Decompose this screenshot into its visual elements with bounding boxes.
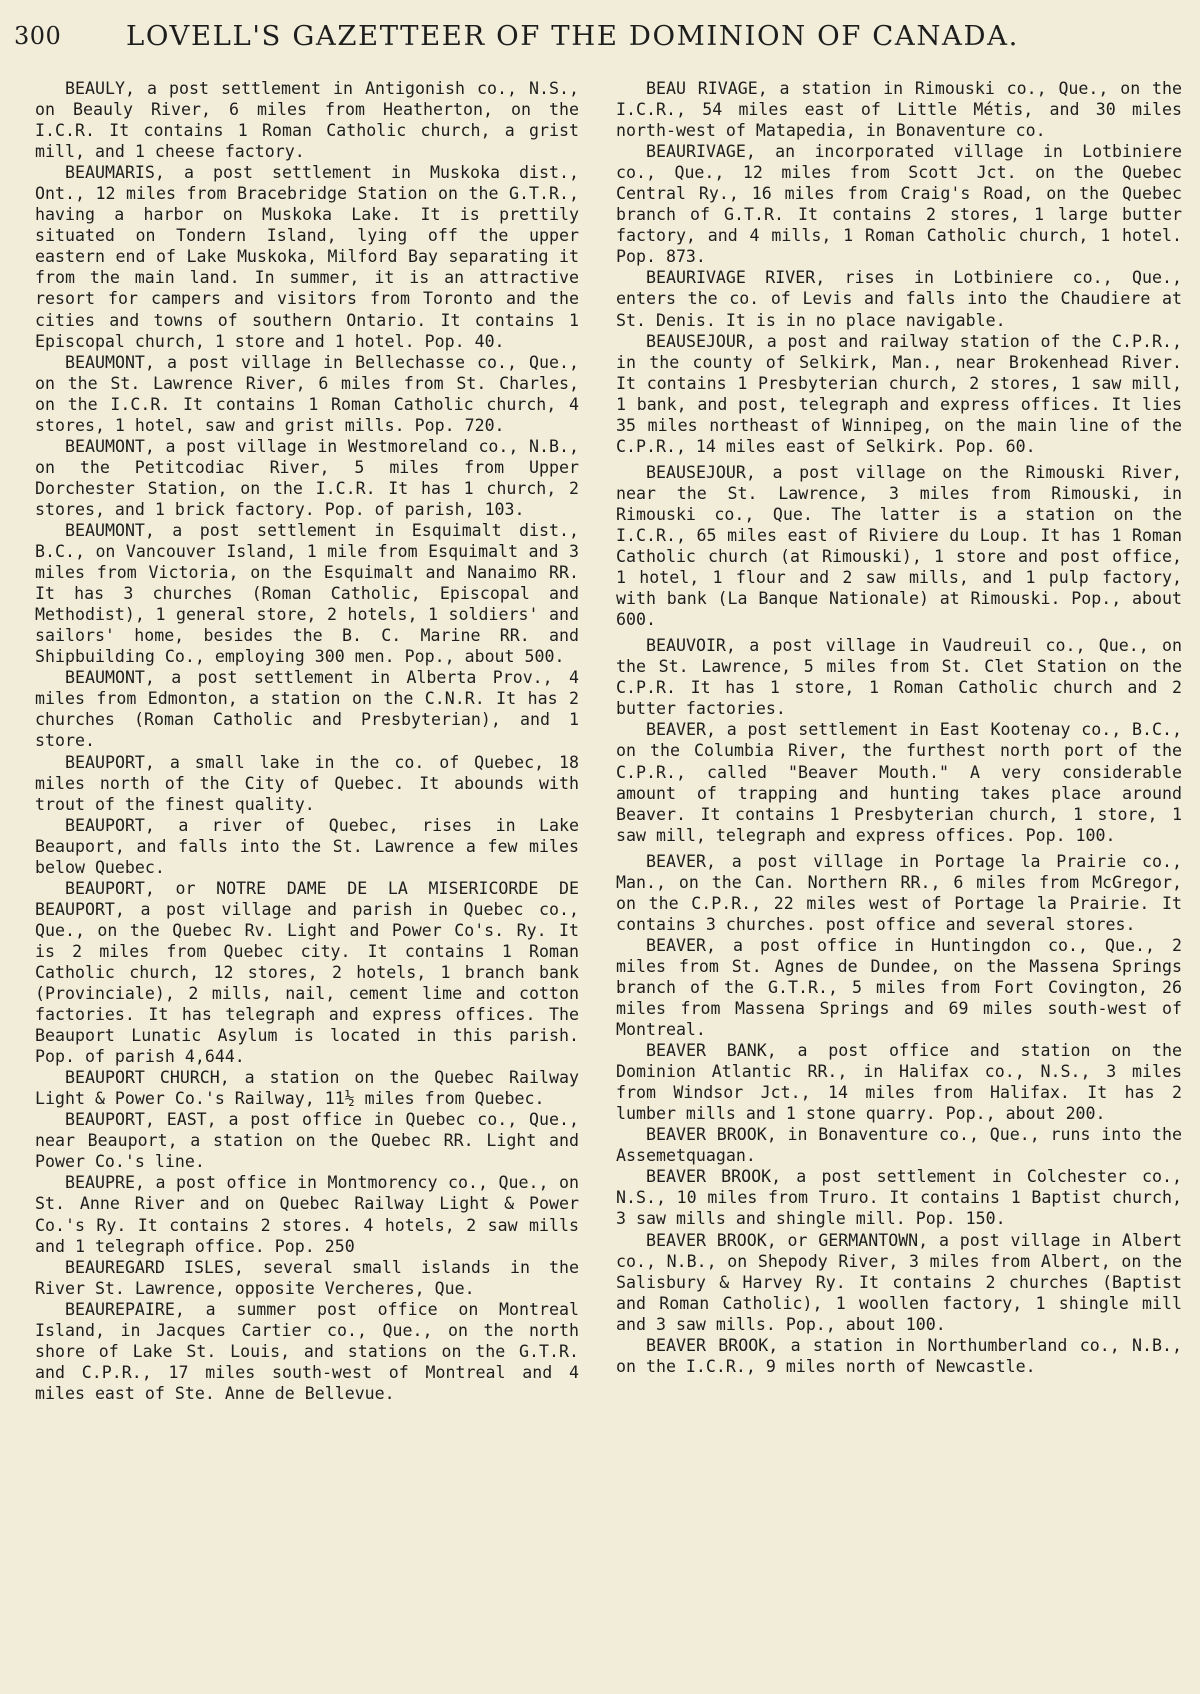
- left-column: [35, 78, 579, 1678]
- gazetteer-entry: BEAUMONT, a post village in Bellechasse co., Que., on the St. Lawrence River, 6 miles from St. Charles, on the I.C.R. It contains 1 Roman Catholic church, 4 stores, 1 hotel, saw and grist mills. Pop. 720.: [35, 352, 579, 435]
- gazetteer-entry: BEAVER, a post office in Huntingdon co., Que., 2 miles from St. Agnes de Dundee, on the Massena Springs branch of the G.T.R., 5 miles from Fort Covington, 26 miles from Massena Springs and 69 miles south-west of Montreal.: [616, 935, 1182, 1040]
- running-head-title: LOVELL'S GAZETTEER OF THE DOMINION OF CANADA.: [126, 20, 1019, 52]
- gazetteer-entry: BEAUPORT, or NOTRE DAME DE LA MISERICORDE DE BEAUPORT, a post village and parish in Quebec co., Que., on the Quebec Rv. Light and Power Co's. Ry. It is 2 miles from Quebec city. It contains 1 Roman Catholic church, 12 stores, 2 hotels, 1 branch bank (Provinciale), 2 mills, nail, cement lime and cotton factories. It has telegraph and express offices. The Beauport Lunatic Asylum is located in this parish. Pop. of parish 4,644.: [35, 878, 579, 1067]
- gazetteer-entry: BEAUPORT, a small lake in the co. of Quebec, 18 miles north of the City of Quebec. It abounds with trout of the finest quality.: [35, 752, 579, 814]
- gazetteer-entry: BEAVER, a post village in Portage la Prairie co., Man., on the Can. Northern RR., 6 miles from McGregor, on the C.P.R., 22 miles west of Portage la Prairie. It contains 3 churches. post office and several stores.: [616, 851, 1182, 934]
- gazetteer-entry: BEAVER BROOK, or GERMANTOWN, a post village in Albert co., N.B., on Shepody River, 3 miles from Albert, on the Salisbury & Harvey Ry. It contains 2 churches (Baptist and Roman Catholic), 1 woollen factory, 1 shingle mill and 3 saw mills. Pop., about 100.: [616, 1230, 1182, 1334]
- gazetteer-entry: BEAUPORT, a river of Quebec, rises in Lake Beauport, and falls into the St. Lawrence a few miles below Quebec.: [35, 815, 579, 877]
- gazetteer-entry: BEAUREGARD ISLES, several small islands in the River St. Lawrence, opposite Vercheres, Que.: [35, 1257, 579, 1298]
- gazetteer-entry: BEAVER BROOK, in Bonaventure co., Que., runs into the Assemetquagan.: [616, 1125, 1182, 1166]
- gazetteer-entry: BEAURIVAGE, an incorporated village in Lotbiniere co., Que., 12 miles from Scott Jct. on the Quebec Central Ry., 16 miles from Craig's Road, on the Quebec branch of G.T.R. It contains 2 stores, 1 large butter factory, and 4 mills, 1 Roman Catholic church, 1 hotel. Pop. 873.: [616, 142, 1182, 267]
- page-number: 300: [14, 22, 62, 50]
- gazetteer-entry: BEAUMARIS, a post settlement in Muskoka dist., Ont., 12 miles from Bracebridge Station on the G.T.R., having a harbor on Muskoka Lake. It is prettily situated on Tondern Island, lying off the upper eastern end of Lake Muskoka, Milford Bay separating it from the main land. In summer, it is an attractive resort for campers and visitors from Toronto and the cities and towns of southern Ontario. It contains 1 Episcopal church, 1 store and 1 hotel. Pop. 40.: [35, 163, 579, 351]
- right-column: [616, 78, 1182, 1678]
- gazetteer-entry: BEAVER BANK, a post office and station on the Dominion Atlantic RR., in Halifax co., N.S., 3 miles from Windsor Jct., 14 miles from Halifax. It has 2 lumber mills and 1 stone quarry. Pop., about 200.: [616, 1041, 1182, 1124]
- page-header: [14, 12, 1186, 60]
- gazetteer-entry: BEAULY, a post settlement in Antigonish co., N.S., on Beauly River, 6 miles from Heatherton, on the I.C.R. It contains 1 Roman Catholic church, a grist mill, and 1 cheese factory.: [35, 79, 579, 162]
- gazetteer-entry: BEAU RIVAGE, a station in Rimouski co., Que., on the I.C.R., 54 miles east of Little Métis, and 30 miles north-west of Matapedia, in Bonaventure co.: [616, 79, 1182, 141]
- gazetteer-entry: BEAUVOIR, a post village in Vaudreuil co., Que., on the St. Lawrence, 5 miles from St. Clet Station on the C.P.R. It has 1 store, 1 Roman Catholic church and 2 butter factories.: [616, 636, 1182, 719]
- gazetteer-entry: BEAUSEJOUR, a post village on the Rimouski River, near the St. Lawrence, 3 miles from Rimouski, in Rimouski co., Que. The latter is a station on the I.C.R., 65 miles east of Riviere du Loup. It has 1 Roman Catholic church (at Rimouski), 1 store and post office, 1 hotel, 1 flour and 2 saw mills, and 1 pulp factory, with bank (La Banque Nationale) at Rimouski. Pop., about 600.: [616, 462, 1182, 630]
- gazetteer-entry: BEAUREPAIRE, a summer post office on Montreal Island, in Jacques Cartier co., Que., on the north shore of Lake St. Louis, and stations on the G.T.R. and C.P.R., 17 miles south-west of Montreal and 4 miles east of Ste. Anne de Bellevue.: [35, 1299, 579, 1403]
- gazetteer-entry: BEAVER BROOK, a station in Northumberland co., N.B., on the I.C.R., 9 miles north of Newcastle.: [616, 1335, 1182, 1376]
- gazetteer-entry: BEAUPORT, EAST, a post office in Quebec co., Que., near Beauport, a station on the Quebec RR. Light and Power Co.'s line.: [35, 1110, 579, 1172]
- gazetteer-entry: BEAUMONT, a post settlement in Esquimalt dist., B.C., on Vancouver Island, 1 mile from Esquimalt and 3 miles from Victoria, on the Esquimalt and Nanaimo RR. It has 3 churches (Roman Catholic, Episcopal and Methodist), 1 general store, 2 hotels, 1 soldiers' and sailors' home, besides the B. C. Marine RR. and Shipbuilding Co., employing 300 men. Pop., about 500.: [35, 520, 579, 667]
- gazetteer-entry: BEAVER, a post settlement in East Kootenay co., B.C., on the Columbia River, the furthest north port of the C.P.R., called "Beaver Mouth." A very considerable amount of trapping and hunting takes place around Beaver. It contains 1 Presbyterian church, 1 store, 1 saw mill, telegraph and express offices. Pop. 100.: [616, 720, 1182, 845]
- gazetteer-entry: BEAUMONT, a post settlement in Alberta Prov., 4 miles from Edmonton, a station on the C.N.R. It has 2 churches (Roman Catholic and Presbyterian), and 1 store.: [35, 668, 579, 751]
- gazetteer-entry: BEAUSEJOUR, a post and railway station of the C.P.R., in the county of Selkirk, Man., near Brokenhead River. It contains 1 Presbyterian church, 2 stores, 1 saw mill, 1 bank, and post, telegraph and express offices. It lies 35 miles northeast of Winnipeg, on the main line of the C.P.R., 14 miles east of Selkirk. Pop. 60.: [616, 331, 1182, 456]
- gazetteer-entry: BEAUPORT CHURCH, a station on the Quebec Railway Light & Power Co.'s Railway, 11½ miles from Quebec.: [35, 1068, 579, 1109]
- gazetteer-entry: BEAVER BROOK, a post settlement in Colchester co., N.S., 10 miles from Truro. It contains 1 Baptist church, 3 saw mills and shingle mill. Pop. 150.: [616, 1167, 1182, 1229]
- gazetteer-entry: BEAUPRE, a post office in Montmorency co., Que., on St. Anne River and on Quebec Railway Light & Power Co.'s Ry. It contains 2 stores. 4 hotels, 2 saw mills and 1 telegraph office. Pop. 250: [35, 1173, 579, 1256]
- gazetteer-entry: BEAUMONT, a post village in Westmoreland co., N.B., on the Petitcodiac River, 5 miles from Upper Dorchester Station, on the I.C.R. It has 1 church, 2 stores, and 1 brick factory. Pop. of parish, 103.: [35, 436, 579, 519]
- gazetteer-entry: BEAURIVAGE RIVER, rises in Lotbiniere co., Que., enters the co. of Levis and falls into the Chaudiere at St. Denis. It is in no place navigable.: [616, 268, 1182, 330]
